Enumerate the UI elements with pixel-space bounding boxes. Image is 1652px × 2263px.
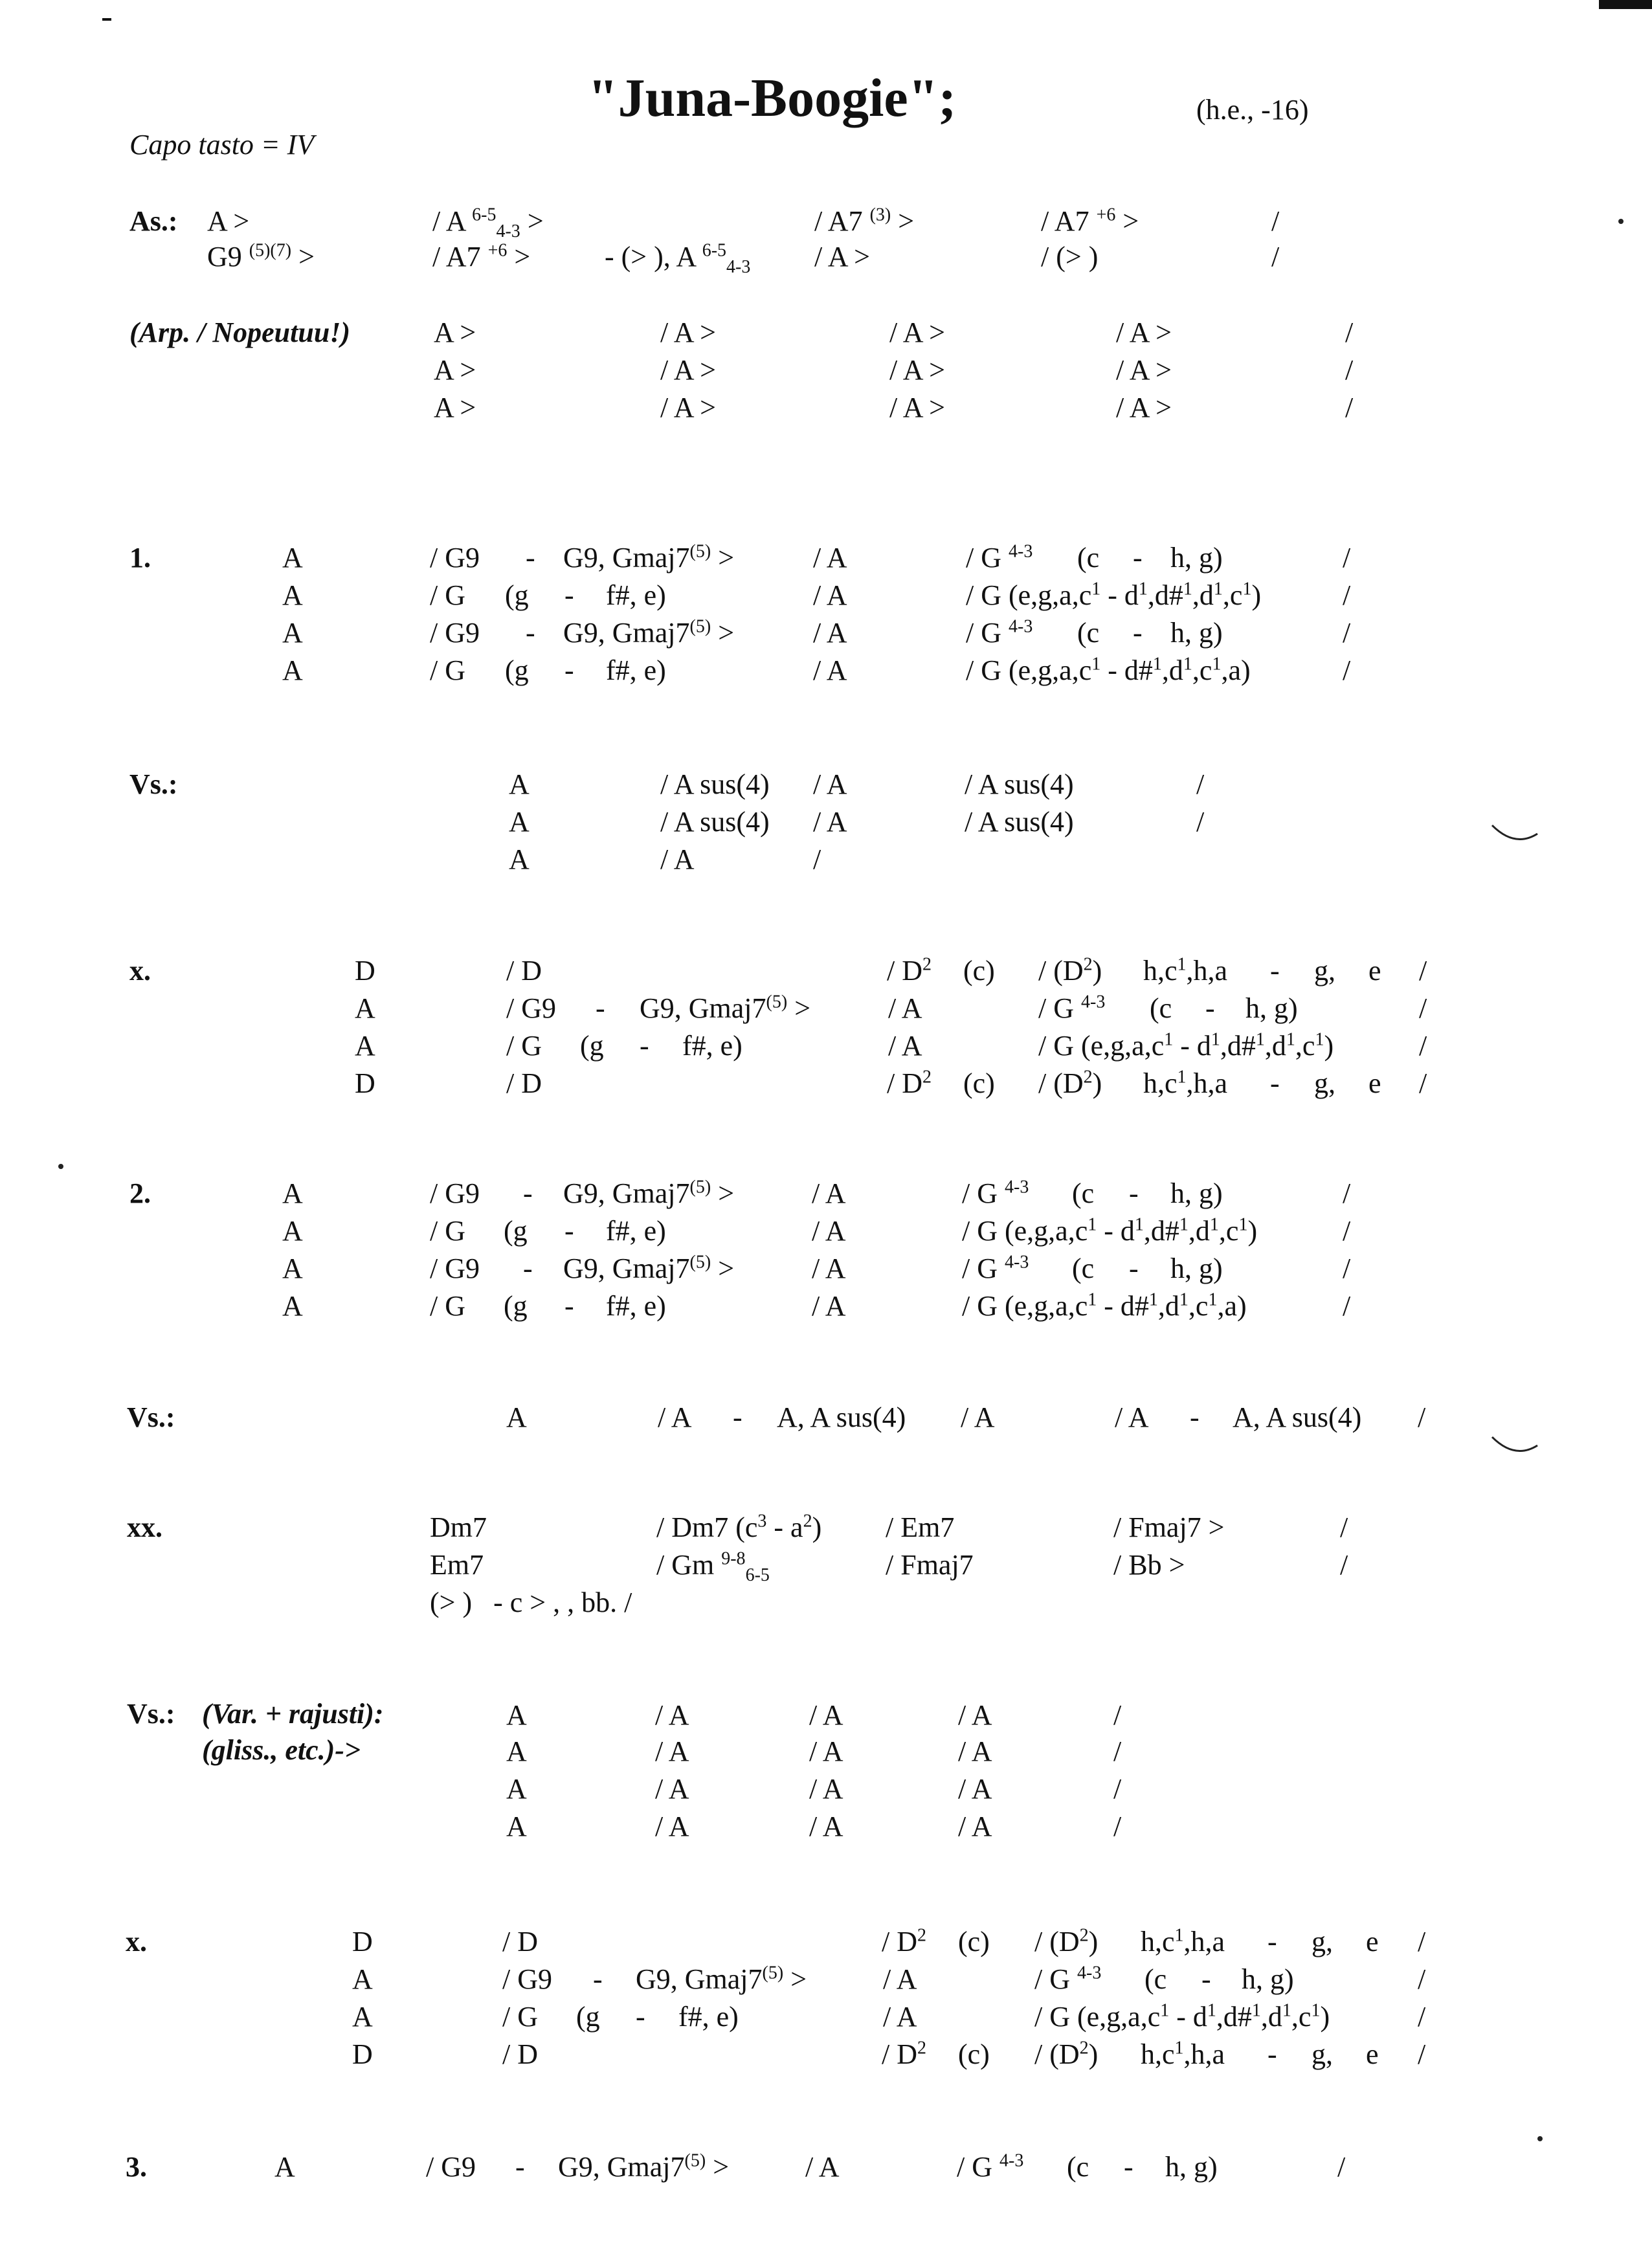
chord: A: [282, 1290, 303, 1322]
bar-end: /: [1343, 1290, 1351, 1322]
chord: / G ($e,g,a,c^1$ - $d^1,d\#^1,d^1,c^1$): [1034, 2000, 1330, 2033]
chord: / D: [506, 955, 542, 987]
chord: / $D^2$: [887, 1067, 932, 1099]
chord: G9, $Gmaj7^{(5)}$ >: [558, 2150, 730, 2183]
chord: / A: [812, 1215, 846, 1247]
chord: A: [355, 992, 375, 1024]
notes: (g: [505, 579, 529, 611]
chord: / D: [502, 2038, 538, 2070]
dash: -: [733, 1401, 742, 1433]
scan-speck: [1618, 219, 1624, 224]
chord: / D: [502, 1926, 538, 1957]
chord: A: [282, 1215, 303, 1247]
chord: A: [274, 2151, 295, 2183]
section-label-verse-2: 2.: [129, 1177, 151, 1209]
chord: A: [352, 2001, 373, 2033]
dash: -: [526, 617, 535, 649]
notes: f#, e): [682, 1030, 742, 1062]
notes: h, g): [1170, 1253, 1223, 1284]
chord: / G9: [426, 2151, 476, 2183]
chord: / A $^{6-5}_{4-3}$ >: [432, 205, 544, 241]
chord: / A: [809, 1811, 843, 1842]
chord: / A >: [660, 317, 716, 348]
chord: / G9: [430, 1177, 480, 1209]
chord: / A: [813, 654, 847, 686]
chord: G9 $^{(5)(7)}$ >: [207, 240, 315, 273]
chord: A: [355, 1030, 375, 1062]
chord: A: [509, 768, 530, 800]
notes: $h,c^1,h,a$: [1143, 954, 1228, 987]
bar-end: /: [1345, 392, 1354, 423]
chord: A >: [434, 317, 476, 348]
chord: A: [506, 1699, 527, 1731]
dash: -: [523, 1177, 533, 1209]
bar-end: /: [1271, 241, 1280, 273]
scan-curve: [1489, 1434, 1541, 1460]
chord: / A: [813, 542, 847, 574]
chord: A: [282, 617, 303, 649]
notes: $h,c^1,h,a$: [1143, 1067, 1228, 1099]
chord: / A7 $^{+6}$ >: [432, 240, 531, 273]
chord: D: [355, 955, 375, 987]
chord: / A sus(4): [660, 768, 770, 800]
chord: Em7: [430, 1549, 484, 1581]
chord: / Fmaj7: [886, 1549, 974, 1581]
vs3-note-variation: (Var. + rajusti):: [202, 1698, 384, 1730]
dash: -: [1270, 1067, 1280, 1099]
dash: -: [1133, 617, 1143, 649]
chord: A: [282, 579, 303, 611]
bar-end: /: [1418, 1926, 1426, 1957]
notes: (c): [963, 955, 995, 987]
scan-speck: [58, 1164, 63, 1169]
notes: (c: [1077, 542, 1100, 574]
chord: / $(D^2)$: [1038, 954, 1102, 987]
notes: (> ) - c > , , bb. /: [430, 1587, 632, 1618]
chord: / A: [1115, 1401, 1149, 1433]
chord: / A: [813, 579, 847, 611]
chord: / A7 $^{+6}$ >: [1041, 205, 1139, 237]
chord: / A: [809, 1773, 843, 1805]
chord: / $(D^2)$: [1034, 1925, 1099, 1957]
notes: (c: [1150, 992, 1172, 1024]
dash: -: [1129, 1253, 1139, 1284]
dash: -: [515, 2151, 525, 2183]
chord: / G $^{4-3}$: [966, 616, 1033, 649]
dash: -: [593, 1963, 603, 1995]
bar-end: /: [1343, 542, 1351, 574]
bar-end: /: [1113, 1699, 1122, 1731]
chord: / G9: [502, 1963, 552, 1995]
chord: G9, $Gmaj7^{(5)}$ >: [563, 1252, 735, 1284]
chord: / A: [658, 1401, 692, 1433]
notes: f#, e): [606, 579, 666, 611]
notes: (g: [505, 654, 529, 686]
chord: / A: [812, 1253, 846, 1284]
chord: / A7 $^{(3)}$ >: [814, 205, 915, 237]
bar-end: /: [1343, 1215, 1351, 1247]
chord: / A: [883, 1963, 917, 1995]
scan-dash: [102, 18, 111, 21]
chord: A: [352, 1963, 373, 1995]
notes: e: [1366, 2038, 1379, 2070]
chord: / G $^{4-3}$: [957, 2150, 1024, 2183]
chord: / G: [430, 579, 465, 611]
section-label-intro: As.:: [129, 205, 178, 237]
bar-end: /: [1343, 1177, 1351, 1209]
bar-end: /: [1196, 768, 1205, 800]
scan-curve: [1489, 822, 1541, 848]
chord: - (> ), A $^{6-5}_{4-3}$: [605, 240, 751, 277]
notes: h, g): [1165, 2151, 1218, 2183]
dash: -: [1270, 955, 1280, 987]
section-label-verse-3: 3.: [126, 2151, 147, 2183]
notes: g,: [1312, 2038, 1333, 2070]
bar-end: /: [1340, 1549, 1348, 1581]
section-label-vs-1: Vs.:: [129, 768, 178, 800]
bar-end: /: [1196, 806, 1205, 838]
dash: -: [564, 654, 574, 686]
chord: / A: [958, 1811, 992, 1842]
chord: / A: [883, 2001, 917, 2033]
chord: / G: [502, 2001, 538, 2033]
chord: / G ($e,g,a,c^1$ - $d^1,d\#^1,d^1,c^1$): [1038, 1029, 1334, 1062]
chord: G9, $Gmaj7^{(5)}$ >: [563, 616, 735, 649]
chord: / G $^{4-3}$: [1034, 1963, 1102, 1995]
chord: / G $^{4-3}$: [966, 541, 1033, 574]
chord: G9, $Gmaj7^{(5)}$ >: [636, 1963, 807, 1995]
bar-end: /: [1345, 354, 1354, 386]
section-label-x-2: x.: [126, 1926, 147, 1957]
chord: / G: [506, 1030, 542, 1062]
notes: f#, e): [606, 654, 666, 686]
chord: A: [282, 654, 303, 686]
notes: (g: [504, 1290, 528, 1322]
page-title: "Juna-Boogie";: [588, 68, 957, 128]
bar-end: /: [1113, 1773, 1122, 1805]
chord: / A sus(4): [660, 806, 770, 838]
chord: / Bb >: [1113, 1549, 1185, 1581]
notes: (c): [963, 1067, 995, 1099]
chord: / G ($e,g,a,c^1$ - $d^1,d\#^1,d^1,c^1$): [966, 579, 1262, 611]
chord: / A: [655, 1773, 689, 1805]
chord: / A >: [889, 317, 945, 348]
chord: / $D^2$: [882, 2038, 926, 2070]
chord: / A: [655, 1811, 689, 1842]
chord: A: [506, 1773, 527, 1805]
chord: A: [282, 1253, 303, 1284]
notes: e: [1368, 955, 1381, 987]
chord: D: [355, 1067, 375, 1099]
chord: / A: [961, 1401, 995, 1433]
notes: h, g): [1242, 1963, 1294, 1995]
notes: (c: [1072, 1253, 1095, 1284]
chord: / A: [813, 806, 847, 838]
notes: g,: [1312, 1926, 1333, 1957]
scan-edge-mark: [1599, 0, 1652, 9]
chord: A, A sus(4): [777, 1401, 906, 1433]
notes: h, g): [1170, 1177, 1223, 1209]
bar-end: /: [1343, 617, 1351, 649]
chord: / Fmaj7 >: [1113, 1511, 1225, 1543]
chord: / G9: [430, 617, 480, 649]
bar-end: /: [1418, 1401, 1426, 1433]
chord: D: [352, 1926, 373, 1957]
notes: h, g): [1170, 542, 1223, 574]
dash: -: [564, 579, 574, 611]
dash: -: [640, 1030, 649, 1062]
bar-end: /: [813, 843, 821, 875]
chord: / A sus(4): [965, 768, 1074, 800]
chord: / A: [809, 1699, 843, 1731]
chord: / A: [812, 1177, 846, 1209]
chord: / A >: [814, 241, 870, 273]
chord: / A: [813, 768, 847, 800]
chord: G9, $Gmaj7^{(5)}$ >: [563, 1177, 735, 1209]
dash: -: [596, 992, 605, 1024]
bar-end: /: [1271, 205, 1280, 237]
chord: / A: [958, 1699, 992, 1731]
bar-end: /: [1418, 1963, 1426, 1995]
chord: / A: [813, 617, 847, 649]
bar-end: /: [1343, 579, 1351, 611]
section-label-xx: xx.: [127, 1511, 162, 1543]
chord: / A: [958, 1773, 992, 1805]
bar-end: /: [1113, 1735, 1122, 1767]
bar-end: /: [1419, 955, 1427, 987]
chord: / G: [430, 654, 465, 686]
chord: / A >: [1116, 392, 1172, 423]
scan-speck: [1537, 2136, 1543, 2141]
chord: A: [509, 843, 530, 875]
notes: e: [1368, 1067, 1381, 1099]
chord: / A: [660, 843, 695, 875]
chord: / (> ): [1041, 241, 1099, 273]
chord: / G9: [430, 1253, 480, 1284]
chord: / Dm7 $(c^3 - a^2)$: [656, 1511, 822, 1543]
chord: / A: [655, 1699, 689, 1731]
chord: / D: [506, 1067, 542, 1099]
chord: / A: [809, 1735, 843, 1767]
section-label-vs-3: Vs.:: [127, 1698, 175, 1730]
dash: -: [1201, 1963, 1211, 1995]
section-label-verse-1: 1.: [129, 542, 151, 574]
chord: A: [282, 1177, 303, 1209]
chord: G9, $Gmaj7^{(5)}$ >: [563, 541, 735, 574]
notes: (c: [1077, 617, 1100, 649]
dash: -: [523, 1253, 533, 1284]
notes: g,: [1314, 955, 1335, 987]
bar-end: /: [1345, 317, 1354, 348]
chord: / A: [805, 2151, 840, 2183]
notes: h, g): [1245, 992, 1298, 1024]
notes: f#, e): [606, 1290, 666, 1322]
chord: / A >: [889, 392, 945, 423]
dash: -: [564, 1215, 574, 1247]
header-note: (h.e., -16): [1196, 94, 1309, 126]
bar-end: /: [1419, 992, 1427, 1024]
dash: -: [1267, 2038, 1277, 2070]
chord: A >: [207, 205, 250, 237]
notes: h, g): [1170, 617, 1223, 649]
bar-end: /: [1418, 2001, 1426, 2033]
section-label-arp: (Arp. / Nopeutuu!): [129, 317, 351, 348]
notes: (c): [958, 2038, 990, 2070]
notes: (c): [958, 1926, 990, 1957]
notes: f#, e): [678, 2001, 739, 2033]
chord: / G ($e,g,a,c^1$ - $d\#^1,d^1,c^1,a$): [966, 654, 1251, 686]
chord: / A: [958, 1735, 992, 1767]
bar-end: /: [1340, 1511, 1348, 1543]
dash: -: [1205, 992, 1215, 1024]
notes: (c: [1072, 1177, 1095, 1209]
chord: / $(D^2)$: [1034, 2038, 1099, 2070]
chord: A: [509, 806, 530, 838]
bar-end: /: [1343, 654, 1351, 686]
dash: -: [1124, 2151, 1133, 2183]
chord: / $D^2$: [887, 954, 932, 987]
dash: -: [636, 2001, 645, 2033]
chord: / A >: [660, 354, 716, 386]
chord: / A: [812, 1290, 846, 1322]
chord: A >: [434, 392, 476, 423]
chord: / A: [888, 1030, 922, 1062]
chord: / G $^{4-3}$: [962, 1177, 1029, 1209]
chord: D: [352, 2038, 373, 2070]
notes: g,: [1314, 1067, 1335, 1099]
section-label-x-1: x.: [129, 955, 151, 987]
chord: / $D^2$: [882, 1925, 926, 1957]
chord: Dm7: [430, 1511, 487, 1543]
chord: / A >: [1116, 354, 1172, 386]
bar-end: /: [1419, 1030, 1427, 1062]
chord: / Em7: [886, 1511, 955, 1543]
bar-end: /: [1113, 1811, 1122, 1842]
chord: / Gm $^{9-8}_{6-5}$: [656, 1548, 770, 1585]
chord: / A >: [660, 392, 716, 423]
section-label-vs-2: Vs.:: [127, 1401, 175, 1433]
chord: / A: [655, 1735, 689, 1767]
bar-end: /: [1419, 1067, 1427, 1099]
dash: -: [526, 542, 535, 574]
chord: / G9: [506, 992, 556, 1024]
chord: / A >: [1116, 317, 1172, 348]
chord: / G $^{4-3}$: [1038, 992, 1106, 1024]
chord: A: [506, 1401, 527, 1433]
notes: (g: [504, 1215, 528, 1247]
dash: -: [1267, 1926, 1277, 1957]
bar-end: /: [1418, 2038, 1426, 2070]
chord: / G ($e,g,a,c^1$ - $d\#^1,d^1,c^1,a$): [962, 1289, 1247, 1322]
dash: -: [1133, 542, 1143, 574]
chord: / A sus(4): [965, 806, 1074, 838]
notes: $h,c^1,h,a$: [1141, 1925, 1225, 1957]
chord: A: [506, 1735, 527, 1767]
notes: (g: [576, 2001, 600, 2033]
notes: f#, e): [606, 1215, 666, 1247]
chord: / G ($e,g,a,c^1$ - $d^1,d\#^1,d^1,c^1$): [962, 1214, 1258, 1247]
bar-end: /: [1337, 2151, 1346, 2183]
chord: A: [506, 1811, 527, 1842]
dash: -: [1129, 1177, 1139, 1209]
chord: / A: [888, 992, 922, 1024]
chord: / G: [430, 1290, 465, 1322]
chord: / G $^{4-3}$: [962, 1252, 1029, 1284]
chord: / G: [430, 1215, 465, 1247]
chord: / A >: [889, 354, 945, 386]
dash: -: [1190, 1401, 1200, 1433]
chord: G9, $Gmaj7^{(5)}$ >: [640, 992, 811, 1024]
dash: -: [564, 1290, 574, 1322]
bar-end: /: [1343, 1253, 1351, 1284]
notes: (c: [1067, 2151, 1089, 2183]
notes: (g: [580, 1030, 604, 1062]
chord: / G9: [430, 542, 480, 574]
notes: $h,c^1,h,a$: [1141, 2038, 1225, 2070]
notes: (c: [1144, 1963, 1167, 1995]
chord: A, A sus(4): [1233, 1401, 1362, 1433]
chord: A >: [434, 354, 476, 386]
chord: / $(D^2)$: [1038, 1067, 1102, 1099]
chord: A: [282, 542, 303, 574]
vs3-note-gliss: (gliss., etc.)->: [202, 1734, 361, 1766]
notes: e: [1366, 1926, 1379, 1957]
capo-label: Capo tasto = IV: [129, 129, 315, 161]
